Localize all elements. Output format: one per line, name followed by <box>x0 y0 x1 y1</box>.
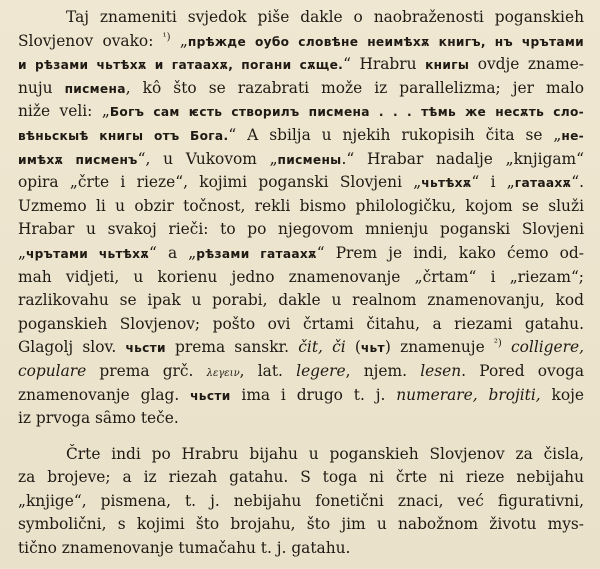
text-line <box>18 195 584 219</box>
text-line <box>18 313 584 337</box>
text-run: “ a „ <box>149 243 197 262</box>
text-run: , njem. <box>345 361 421 380</box>
text-line <box>18 100 584 124</box>
text-line <box>18 466 584 490</box>
text-run: Taj znameniti svjedok piše dakle o naobraženosti poganskieh <box>66 8 584 26</box>
text-run: poganskieh Slovjenov; pošto ovi črtami čitahu, a riezami gatahu. <box>18 314 584 333</box>
text-line <box>18 30 584 54</box>
church-slavonic-quote: гатаахѫ <box>514 176 572 191</box>
text-run: „ <box>18 243 26 262</box>
paragraph-1 <box>18 6 584 431</box>
italic-term: čit, či <box>298 338 346 357</box>
text-run: prema grč. <box>86 361 207 380</box>
text-run: tično znamenovanje tumačahu t. j. gatahu. <box>18 539 351 558</box>
text-run: prema sanskr. <box>165 338 299 357</box>
text-line <box>18 443 584 467</box>
text-line <box>18 6 584 30</box>
text-line <box>18 537 584 561</box>
text-run <box>502 338 511 356</box>
text-line <box>18 77 584 101</box>
text-run: niže veli: „ <box>18 102 110 121</box>
text-run: , lat. <box>239 361 297 380</box>
text-run: „ <box>170 31 188 50</box>
text-run: mah vidjeti, u korienu jedno znamenovanje „črtam“ i „riezam“; <box>18 267 584 286</box>
church-slavonic-quote: чрътами чьтѣхѫ <box>25 246 150 261</box>
text-line <box>18 124 584 148</box>
text-run: “ i „ <box>471 173 515 192</box>
text-line <box>18 360 584 384</box>
church-slavonic-quote: чьт <box>360 341 385 356</box>
footnote-marker: ¹) <box>162 31 171 43</box>
text-line <box>18 384 584 408</box>
text-run: . Pored ovoga <box>461 361 584 380</box>
text-run: “ A sbilja u njekih rukopisih čita se „ <box>228 125 562 144</box>
church-slavonic-quote: чьсти <box>125 341 166 356</box>
text-line <box>18 266 584 290</box>
text-run: za brojeve; a iz riezah gatahu. S toga ni črte ni rieze nebijahu <box>18 468 584 487</box>
text-line <box>18 407 584 431</box>
text-line <box>18 336 584 360</box>
church-slavonic-quote: чьсти <box>190 388 231 403</box>
church-slavonic-quote: писмена <box>64 81 126 96</box>
text-run: ovdje zname- <box>469 55 584 74</box>
text-block <box>18 6 584 561</box>
text-run: Hrabar u svakoj rieči: to po njegovom mnienju poganski Slovjeni <box>18 220 584 239</box>
church-slavonic-quote: книгы <box>425 58 470 73</box>
text-line <box>18 513 584 537</box>
italic-term: lesen <box>420 361 462 380</box>
text-run: razlikovahu se ipak u porabi, dakle u realnom znamenovanju, kod <box>18 291 584 310</box>
footnote-marker: ²) <box>493 338 502 350</box>
church-slavonic-quote: Богъ сам ѥсть створилъ писмена . . . тѣмь же несѫть сло- <box>109 105 584 120</box>
paragraph-gap <box>18 431 584 443</box>
text-run: Glagolj slov. <box>18 338 126 357</box>
text-run: „knjige“, pismena, t. j. nebijahu fonetični znaci, već figurativni, <box>18 491 584 510</box>
text-line <box>18 242 584 266</box>
italic-term: λεγειν <box>206 367 240 379</box>
text-line <box>18 148 584 172</box>
text-run: ( <box>345 338 361 357</box>
text-line <box>18 289 584 313</box>
text-line <box>18 171 584 195</box>
church-slavonic-quote: рѣзами гатаахѫ <box>196 246 317 261</box>
church-slavonic-quote: вѣньскыѣ книгы отъ Бога. <box>18 128 229 143</box>
text-run: iz prvoga sȃmo teče. <box>18 409 179 428</box>
text-run: koje <box>540 385 584 404</box>
italic-term: copulare <box>18 361 87 380</box>
church-slavonic-quote: не- <box>561 128 584 143</box>
italic-term: numerare, brojiti, <box>396 385 541 404</box>
text-run: Uzmemo li u obzir točnost, rekli bismo philologičku, kojom se služi <box>18 196 584 215</box>
text-run: Črte indi po Hrabru bijahu u poganskieh Slovjenov za čisla, <box>66 444 584 463</box>
text-line <box>18 53 584 77</box>
church-slavonic-quote: и рѣзами чьтѣхѫ и гатаахѫ, погани сѫще. <box>18 58 344 73</box>
text-run: nuju <box>18 78 65 97</box>
church-slavonic-quote: чьтѣхѫ <box>421 176 472 191</box>
text-run: “. <box>571 173 584 192</box>
text-run: znamenovanje glag. <box>18 385 191 404</box>
text-line <box>18 218 584 242</box>
church-slavonic-quote: прѣжде оубо словѣне неимѣхѫ книгъ, нъ чрътами <box>187 34 584 49</box>
italic-term: colligere, <box>511 338 584 357</box>
text-run: “ Hrabru <box>343 55 426 74</box>
text-run: , kô što se razabrati može iz parallelizma; jer malo <box>125 78 584 97</box>
text-run: opira „črte i rieze“, kojimi poganski Slovjeni „ <box>18 173 422 192</box>
paragraph-2 <box>18 443 584 561</box>
text-line <box>18 490 584 514</box>
text-run: .“ Hrabar nadalje „knjigam“ <box>341 149 584 168</box>
text-run: “, u Vukovom „ <box>137 149 278 168</box>
text-run: “ Prem je indi, kako ćemo od- <box>316 243 584 262</box>
text-run: ) znamenuje <box>384 338 494 357</box>
text-run: ima i drugo t. j. <box>230 385 397 404</box>
text-run: Slovjenov ovako: <box>18 31 163 50</box>
church-slavonic-quote: имѣхѫ писменъ <box>18 152 138 167</box>
italic-term: legere <box>296 361 346 380</box>
church-slavonic-quote: писмены <box>277 152 342 167</box>
text-run: symbolični, s kojimi što brojahu, što jim u nabožnom životu mys- <box>18 515 584 534</box>
